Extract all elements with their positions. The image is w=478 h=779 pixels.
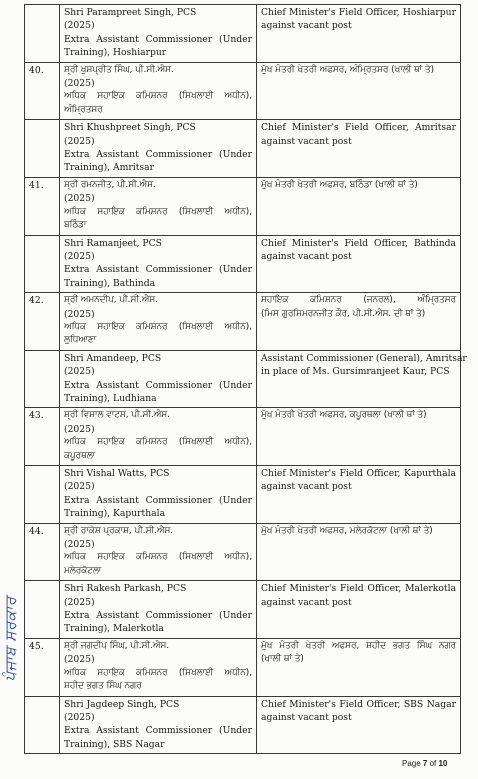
posting-line: (ਮਿਸ ਗੁਰਸਿਮਰਨਜੀਤ ਕੌਰ, ਪੀ.ਸੀ.ਐਸ. ਦੀ ਥਾਂ ਤੇ): [261, 308, 426, 319]
posting-line: Chief Minister's Field Officer, Kapurthala: [261, 468, 456, 479]
table-row: [25, 177, 461, 235]
officer-name-line: Training), Ludhiana: [64, 392, 157, 404]
officer-name-line: Shri Ramanjeet, PCS: [64, 237, 162, 249]
table-row: [25, 638, 461, 696]
serial-number: 41.: [29, 179, 44, 191]
officer-name-line: ਸ਼੍ਰੀ ਜਗਦੀਪ ਸਿੰਘ, ਪੀ.ਸੀ.ਐਸ.: [64, 640, 170, 651]
serial-number-cell: [25, 523, 60, 581]
officer-name-cell: [60, 581, 257, 639]
officer-name-line: ਅਧਿਕ ਸਹਾਇਕ ਕਮਿਸ਼ਨਰ (ਸਿਖਲਾਈ ਅਧੀਨ),: [64, 91, 252, 102]
officer-name-line: Training), Malerkotla: [64, 623, 164, 635]
officer-name-cell: [60, 638, 257, 696]
posting-cell: [257, 293, 461, 351]
officer-name-line: Extra Assistant Commissioner (Under: [64, 610, 252, 622]
officer-name-line: (2025): [64, 20, 95, 32]
officer-name-line: ਮਲੇਰਕੋਟਲਾ: [64, 565, 102, 576]
officer-name-line: (2025): [64, 193, 95, 205]
officer-name-cell: [60, 235, 257, 293]
officer-name-cell: [60, 293, 257, 351]
footer-prefix: Page: [402, 759, 423, 768]
officer-name-line: (2025): [64, 135, 95, 147]
officer-name-cell: [60, 120, 257, 178]
table-row: [25, 523, 461, 581]
officer-name-line: Shri Khushpreet Singh, PCS: [64, 122, 196, 134]
posting-cell: [257, 120, 461, 178]
posting-cell: [257, 466, 461, 524]
posting-line: against vacant post: [261, 20, 352, 32]
posting-line: Chief Minister's Field Officer, Amritsar: [261, 122, 456, 134]
officer-name-line: (2025): [64, 711, 95, 723]
serial-number-cell: [25, 350, 60, 408]
officer-name-line: (2025): [64, 539, 95, 551]
table-row: [25, 408, 461, 466]
officer-name-line: Training), Kapurthala: [64, 508, 166, 520]
footer-current-page: 7: [422, 759, 428, 768]
officer-name-line: Training), Bathinda: [64, 277, 156, 289]
table-row: [25, 120, 461, 178]
posting-cell: [257, 62, 461, 120]
serial-number-cell: [25, 293, 60, 351]
posting-cell: [257, 177, 461, 235]
officer-name-cell: [60, 466, 257, 524]
posting-line: Chief Minister's Field Officer, Bathinda: [261, 237, 456, 249]
posting-line: ਮੁੱਖ ਮੰਤਰੀ ਖੇਤਰੀ ਅਫਸਰ, ਬਠਿੰਡਾ (ਖਾਲੀ ਥਾਂ ਤੇ): [261, 179, 418, 190]
officer-name-line: (2025): [64, 654, 95, 666]
officer-name-line: Shri Parampreet Singh, PCS: [64, 7, 197, 18]
officer-name-line: Shri Rakesh Parkash, PCS: [64, 583, 187, 595]
posting-line: ਮੁੱਖ ਮੰਤਰੀ ਖੇਤਰੀ ਅਫਸਰ, ਕਪੂਰਥਲਾ (ਖਾਲੀ ਥਾਂ ਤੇ): [261, 410, 427, 421]
officer-name-cell: [60, 696, 257, 754]
posting-line: ਮੁੱਖ ਮੰਤਰੀ ਖੇਤਰੀ ਅਫਸਰ, ਅੰਮ੍ਰਿਤਸਰ (ਖਾਲੀ ਥਾਂ ਤੇ): [261, 64, 435, 75]
officer-name-line: ਕਪੂਰਥਲਾ: [64, 450, 96, 461]
posting-line: Chief Minister's Field Officer, Malerkotla: [261, 583, 456, 595]
serial-number: 42.: [29, 295, 44, 307]
officer-name-line: Shri Amandeep, PCS: [64, 352, 162, 364]
officer-name-line: Training), Hoshiarpur: [64, 47, 167, 59]
table-row: [25, 581, 461, 639]
serial-number-cell: [25, 638, 60, 696]
serial-number: 44.: [29, 525, 44, 537]
officer-name-line: (2025): [64, 423, 95, 435]
officer-name-line: (2025): [64, 78, 95, 90]
posting-cell: [257, 5, 461, 63]
officer-name-line: ਸ਼੍ਰੀ ਵਿਸ਼ਾਲ ਵਾਟਸ, ਪੀ.ਸੀ.ਐਸ.: [64, 410, 170, 421]
officer-name-line: Extra Assistant Commissioner (Under: [64, 264, 252, 276]
officer-name-line: Extra Assistant Commissioner (Under: [64, 725, 252, 737]
page-footer: [402, 759, 447, 768]
officer-name-cell: [60, 62, 257, 120]
officer-name-line: ਅੰਮ੍ਰਿਤਸਰ: [64, 104, 103, 115]
officer-name-line: ਸ਼੍ਰੀ ਰਾਕੇਸ਼ ਪ੍ਰਕਾਸ਼, ਪੀ.ਸੀ.ਐਸ.: [64, 525, 174, 536]
serial-number-cell: [25, 5, 60, 63]
side-stamp: [2, 574, 18, 704]
officer-name-line: ਅਧਿਕ ਸਹਾਇਕ ਕਮਿਸ਼ਨਰ (ਸਿਖਲਾਈ ਅਧੀਨ),: [64, 667, 252, 678]
posting-cell: [257, 350, 467, 408]
posting-line: Chief Minister's Field Officer, SBS Nagar: [261, 698, 456, 710]
table-row: [25, 5, 461, 63]
officer-name-line: ਅਧਿਕ ਸਹਾਇਕ ਕਮਿਸ਼ਨਰ (ਸਿਖਲਾਈ ਅਧੀਨ),: [64, 321, 252, 332]
posting-cell: [257, 523, 461, 581]
footer-middle: of: [427, 759, 439, 768]
officer-name-line: Training), SBS Nagar: [64, 738, 165, 750]
posting-line: (ਖਾਲੀ ਥਾਂ ਤੇ): [261, 654, 304, 665]
posting-cell: [257, 581, 461, 639]
officer-name-cell: [60, 350, 257, 408]
table-row: [25, 696, 461, 754]
officer-name-line: ਬਠਿੰਡਾ: [64, 220, 87, 231]
officer-name-line: ਸ਼੍ਰੀ ਖੁਸ਼ਪ੍ਰੀਤ ਸਿੰਘ, ਪੀ.ਸੀ.ਐਸ.: [64, 64, 174, 75]
officer-name-line: ਸ਼ਹੀਦ ਭਗਤ ਸਿੰਘ ਨਗਰ: [64, 681, 142, 692]
posting-line: ਮੁੱਖ ਮੰਤਰੀ ਖੇਤਰੀ ਅਫਸਰ, ਮਲੇਰਕੋਟਲਾ (ਖਾਲੀ ਥਾਂ ਤੇ): [261, 525, 433, 536]
posting-line: against vacant post: [261, 596, 352, 608]
serial-number-cell: [25, 466, 60, 524]
serial-number: 40.: [29, 64, 44, 76]
officer-name-line: ਸ਼੍ਰੀ ਅਮਨਦੀਪ, ਪੀ.ਸੀ.ਐਸ.: [64, 295, 158, 306]
officer-name-line: Shri Vishal Watts, PCS: [64, 468, 170, 479]
posting-line: Assistant Commissioner (General), Amritsar: [261, 352, 467, 364]
officer-name-line: Shri Jagdeep Singh, PCS: [64, 698, 180, 710]
serial-number: 43.: [29, 410, 44, 422]
table-row: [25, 235, 461, 293]
posting-cell: [257, 638, 461, 696]
posting-line: against vacant post: [261, 250, 352, 262]
officer-name-line: (2025): [64, 308, 95, 320]
officer-name-line: Extra Assistant Commissioner (Under: [64, 494, 252, 506]
serial-number-cell: [25, 62, 60, 120]
officer-name-line: (2025): [64, 366, 95, 378]
serial-number-cell: [25, 408, 60, 466]
officer-name-line: Extra Assistant Commissioner (Under: [64, 149, 252, 161]
serial-number-cell: [25, 581, 60, 639]
serial-number-cell: [25, 235, 60, 293]
serial-number-cell: [25, 177, 60, 235]
posting-cell: [257, 696, 461, 754]
officer-name-line: (2025): [64, 596, 95, 608]
posting-table: [24, 4, 467, 754]
officer-name-line: ਲੁਧਿਆਣਾ: [64, 335, 97, 346]
serial-number-cell: [25, 696, 60, 754]
posting-line: against vacant post: [261, 481, 352, 493]
posting-line: against vacant post: [261, 135, 352, 147]
table-row: [25, 466, 461, 524]
side-stamp-text: ਪੰਜਾਬ ਸਰਕਾਰ: [1, 596, 19, 682]
officer-name-line: ਅਧਿਕ ਸਹਾਇਕ ਕਮਿਸ਼ਨਰ (ਸਿਖਲਾਈ ਅਧੀਨ),: [64, 552, 252, 563]
officer-name-line: Training), Amritsar: [64, 162, 154, 174]
officer-name-line: Extra Assistant Commissioner (Under: [64, 379, 252, 391]
officer-name-line: (2025): [64, 250, 95, 262]
officer-name-cell: [60, 5, 257, 63]
officer-name-line: ਸ਼੍ਰੀ ਰਮਨਜੀਤ, ਪੀ.ਸੀ.ਐਸ.: [64, 179, 156, 190]
table-row: [25, 293, 461, 351]
posting-cell: [257, 408, 461, 466]
serial-number: 45.: [29, 640, 44, 652]
posting-line: Chief Minister's Field Officer, Hoshiarpur: [261, 7, 456, 18]
officer-name-line: ਅਧਿਕ ਸਹਾਇਕ ਕਮਿਸ਼ਨਰ (ਸਿਖਲਾਈ ਅਧੀਨ),: [64, 206, 252, 217]
table-row: [25, 62, 461, 120]
posting-line: against vacant post: [261, 711, 352, 723]
serial-number-cell: [25, 120, 60, 178]
table-row: [25, 350, 461, 408]
officer-name-line: (2025): [64, 481, 95, 493]
officer-name-cell: [60, 408, 257, 466]
officer-name-line: ਅਧਿਕ ਸਹਾਇਕ ਕਮਿਸ਼ਨਰ (ਸਿਖਲਾਈ ਅਧੀਨ),: [64, 437, 252, 448]
officer-name-cell: [60, 523, 257, 581]
footer-total-pages: 10: [438, 759, 448, 768]
posting-line: ਸਹਾਇਕ ਕਮਿਸ਼ਨਰ (ਜਨਰਲ), ਅੰਮ੍ਰਿਤਸਰ: [261, 295, 456, 306]
posting-line: ਮੁੱਖ ਮੰਤਰੀ ਖੇਤਰੀ ਅਫਸਰ, ਸ਼ਹੀਦ ਭਗਤ ਸਿੰਘ ਨਗਰ: [261, 640, 456, 651]
officer-name-cell: [60, 177, 257, 235]
posting-line: in place of Ms. Gursimranjeet Kaur, PCS: [261, 366, 450, 378]
officer-name-line: Extra Assistant Commissioner (Under: [64, 33, 252, 45]
posting-cell: [257, 235, 461, 293]
